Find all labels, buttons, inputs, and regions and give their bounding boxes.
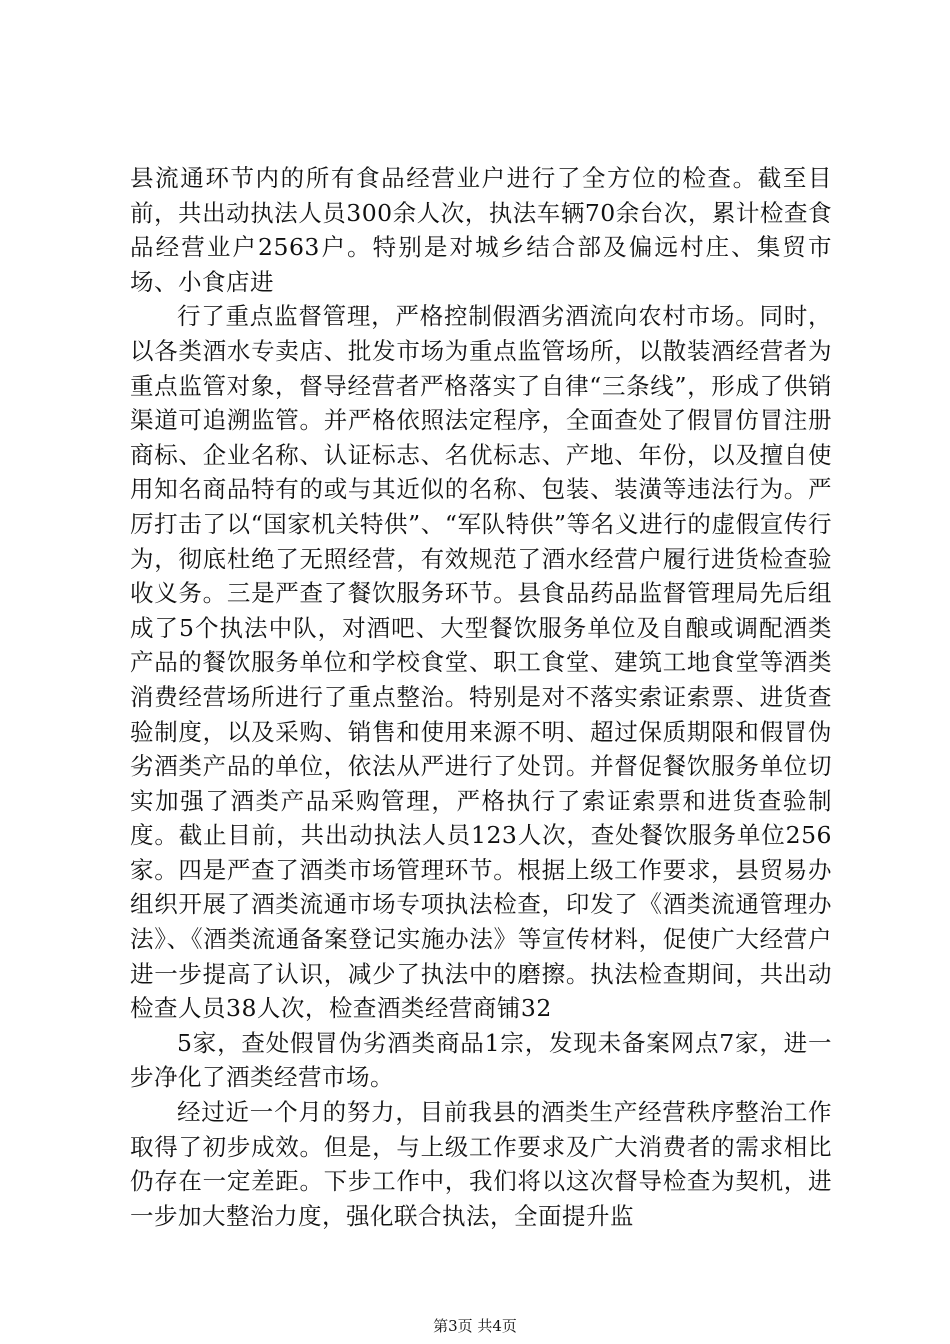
paragraph-3: 5家，查处假冒伪劣酒类商品1宗，发现未备案网点7家，进一步净化了酒类经营市场。 [130,1028,832,1092]
paragraph-4: 经过近一个月的努力，目前我县的酒类生产经营秩序整治工作取得了初步成效。但是，与上级工作要求及广大消费者的需求相比仍存在一定差距。下步工作中，我们将以这次督导检查为契机，进一步加大整治力度，强化联合执法，全面提升监 [130,1098,832,1230]
paragraph-2: 行了重点监督管理，严格控制假酒劣酒流向农村市场。同时，以各类酒水专卖店、批发市场为重点监管场所，以散装酒经营者为重点监管对象，督导经营者严格落实了自律“三条线”，形成了供销渠道可追溯监管。并严格依照法定程序，全面查处了假冒仿冒注册商标、企业名称、认证标志、名优标志、产地、年份，以及擅自使用知名商品特有的或与其近似的名称、包装、装潢等违法行为。严厉打击了以“国家机关特供”、“军队特供”等名义进行的虚假宣传行为，彻底杜绝了无照经营，有效规范了酒水经营户履行进货检查验收义务。三是严查了餐饮服务环节。县食品药品监督管理局先后组成了5个执法中队，对酒吧、大型餐饮服务单位及自酿或调配酒类产品的餐饮服务单位和学校食堂、职工食堂、建筑工地食堂等酒类消费经营场所进行了重点整治。特别是对不落实索证索票、进货查验制度，以及采购、销售和使用来源不明、超过保质期限和假冒伪劣酒类产品的单位，依法从严进行了处罚。并督促餐饮服务单位切实加强了酒类产品采购管理，严格执行了索证索票和进货查验制度。截止目前，共出动执法人员123人次，查处餐饮服务单位256家。四是严查了酒类市场管理环节。根据上级工作要求，县贸易办组织开展了酒类流通市场专项执法检查，印发了《酒类流通管理办法》、《酒类流通备案登记实施办法》等宣传材料，促使广大经营户进一步提高了认识，减少了执法中的磨擦。执法检查期间，共出动检查人员38人次，检查酒类经营商铺32 [130,302,832,1023]
page-number-footer: 第3页 共4页 [433,1317,517,1335]
paragraph-1: 县流通环节内的所有食品经营业户进行了全方位的检查。截至目前，共出动执法人员300余人次，执法车辆70余台次，累计检查食品经营业户2563户。特别是对城乡结合部及偏远村庄、集贸市场、小食店进 [130,164,832,296]
document-body [130,161,832,1233]
